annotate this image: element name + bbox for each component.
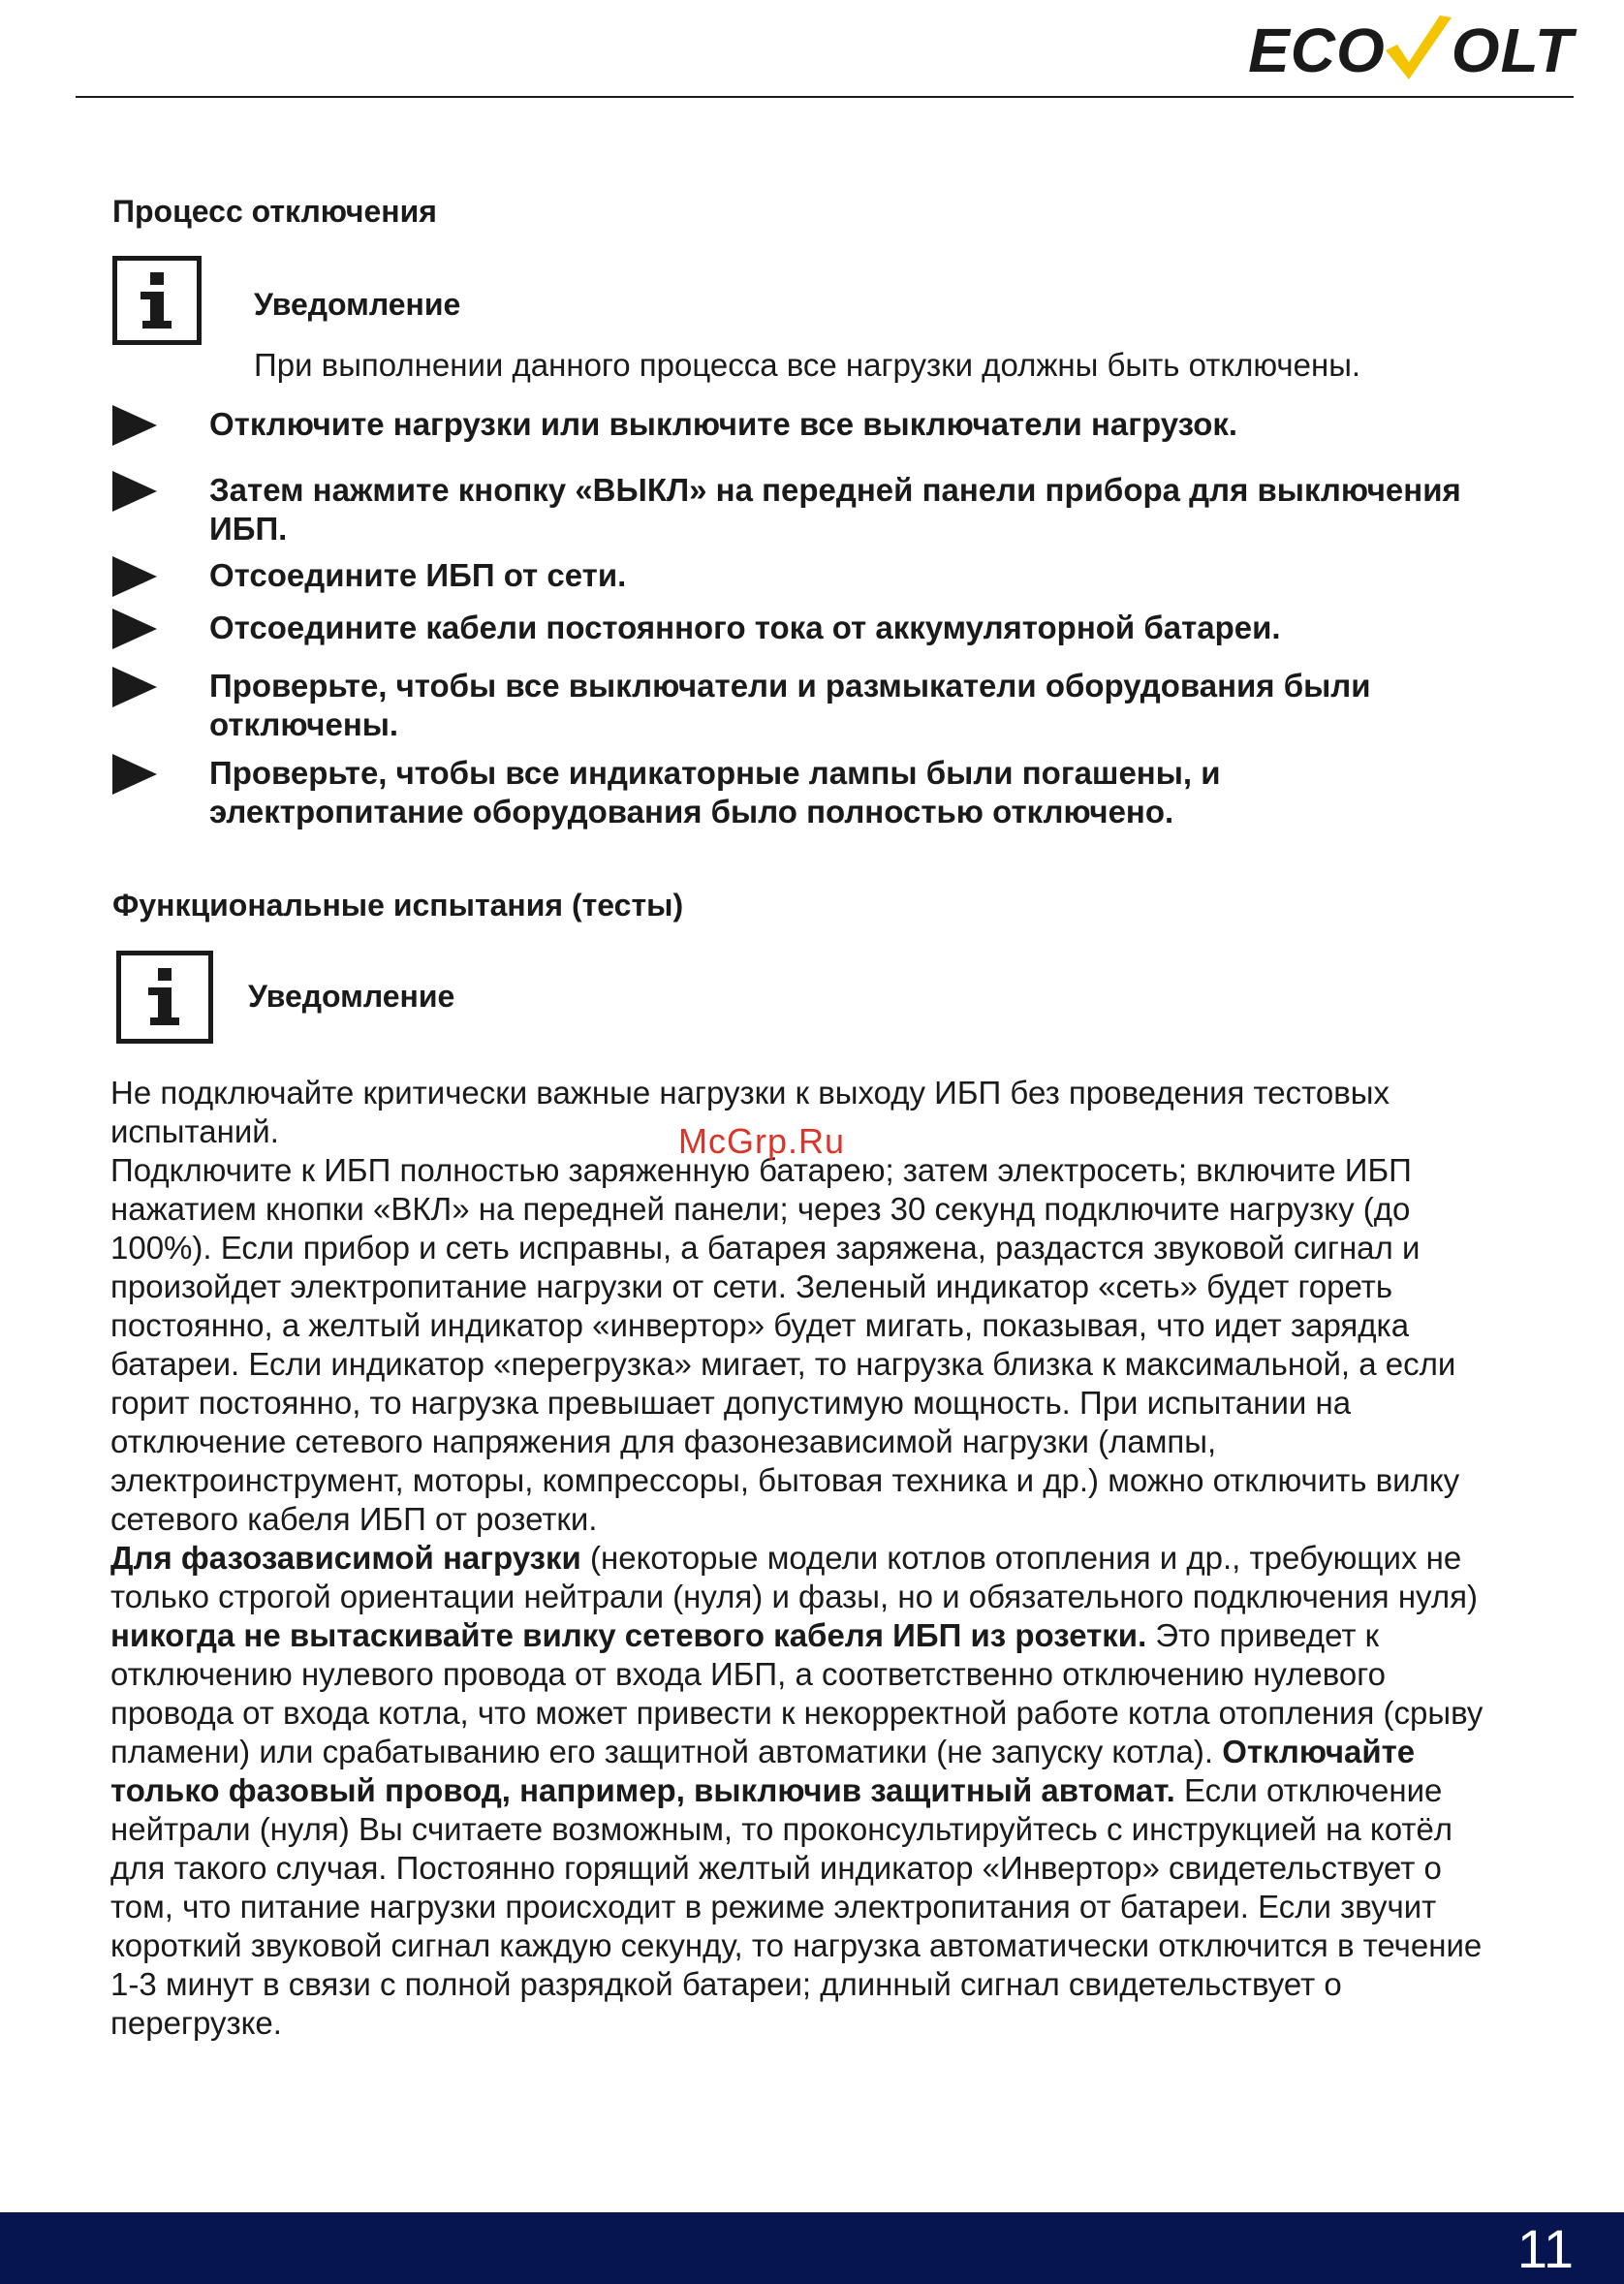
list-item — [112, 667, 1469, 744]
bullet-triangle-icon — [112, 556, 157, 597]
info-icon — [112, 256, 202, 345]
test-instructions-text — [110, 1074, 1506, 2043]
test-procedure-paragraph: Подключите к ИБП полностью заряженную батарею; затем электросеть; включите ИБП нажатием кнопки «ВКЛ» на передней панели; через 30 секунд подключите нагрузку (до 100%). Если прибор и сеть исправны, а батарея заряжена, раздастся звуковой сигнал и произойдет электропитание нагрузки от сети. Зеленый индикатор «сеть» будет гореть постоянно, а желтый индикатор «инвертор» будет мигать, показывая, что идет зарядка батареи. Если индикатор «перегрузка» мигает, то нагрузка близка к максимальной, а если горит постоянно, то нагрузка превышает допустимую мощность. При испытании на отключение сетевого напряжения для фазонезависимой нагрузки (лампы, электроинструмент, моторы, компрессоры, бытовая техника и др.) можно отключить вилку сетевого кабеля ИБП от розетки. — [110, 1152, 1460, 1537]
list-item — [112, 405, 1469, 444]
step-text: Отсоедините ИБП от сети. — [209, 557, 627, 593]
ecovolt-logo — [1248, 12, 1574, 89]
bullet-triangle-icon — [112, 667, 157, 707]
bold-phrase: никогда не вытаскивайте вилку сетевого кабеля ИБП из розетки. — [110, 1617, 1147, 1653]
paragraph-text: Это приведет к отключению нулевого провода от входа ИБП, а соответственно отключению нулевого провода от входа котла, что может привести к некорректной работе котла отопления (срыву пламени) или срабатыванию его защитной автоматики (не запуску котла). — [110, 1617, 1483, 1769]
warning-paragraph: Не подключайте критически важные нагрузки к выходу ИБП без проведения тестовых испытаний. — [110, 1075, 1390, 1149]
paragraph-text: Если отключение нейтрали (нуля) Вы считаете возможным, то проконсультируйтесь с инструкцией на котёл для такого случая. Постоянно горящий желтый индикатор «Инвертор» свидетельствует о том, что питание нагрузки происходит в режиме электропитания от батареи. Если звучит короткий звуковой сигнал каждую секунду, то нагрузка автоматически отключится в течение 1-3 минут в связи с полной разрядкой батареи; длинный сигнал свидетельствует о перегрузке. — [110, 1772, 1483, 2041]
list-item — [112, 609, 1469, 647]
list-item — [112, 754, 1469, 831]
notice-title: Уведомление — [254, 287, 461, 322]
bullet-triangle-icon — [112, 609, 157, 649]
checkmark-logo-icon — [1380, 12, 1457, 89]
bullet-triangle-icon — [112, 471, 157, 512]
page-number: 11 — [1516, 2218, 1574, 2279]
watermark: McGrp.Ru — [678, 1121, 846, 1161]
section-title-functional-tests: Функциональные испытания (тесты) — [112, 888, 684, 923]
step-text: Проверьте, чтобы все выключатели и размыкатели оборудования были отключены. — [209, 668, 1371, 742]
step-text: Затем нажмите кнопку «ВЫКЛ» на передней панели прибора для выключения ИБП. — [209, 472, 1461, 547]
step-text: Отсоедините кабели постоянного тока от аккумуляторной батареи. — [209, 610, 1281, 645]
phase-dependent-paragraph — [110, 1539, 1486, 2043]
list-item — [112, 471, 1469, 548]
list-item — [112, 556, 1469, 595]
notice-title: Уведомление — [248, 979, 455, 1014]
logo-text-right: OLT — [1451, 16, 1574, 85]
step-text: Отключите нагрузки или выключите все выключатели нагрузок. — [209, 406, 1238, 442]
logo-text-left: ECO — [1248, 16, 1386, 85]
section-title-shutdown: Процесс отключения — [112, 194, 437, 229]
bold-phrase: Отключайте только фазовый провод, например, выключив защитный автомат. — [110, 1734, 1416, 1808]
bullet-triangle-icon — [112, 754, 157, 795]
footer-bar — [0, 2212, 1624, 2284]
bullet-triangle-icon — [112, 405, 157, 446]
header-divider — [76, 96, 1574, 98]
bold-phrase: Для фазозависимой нагрузки — [110, 1540, 581, 1576]
paragraph-text: (некоторые модели котлов отопления и др., требующих не только строгой ориентации нейтрали (нуля) и фазы, но и обязательного подключения нуля) — [110, 1540, 1478, 1614]
info-icon — [116, 951, 213, 1044]
notice-text: При выполнении данного процесса все нагрузки должны быть отключены. — [254, 347, 1361, 383]
step-text: Проверьте, чтобы все индикаторные лампы были погашены, и электропитание оборудования было полностью отключено. — [209, 755, 1221, 829]
